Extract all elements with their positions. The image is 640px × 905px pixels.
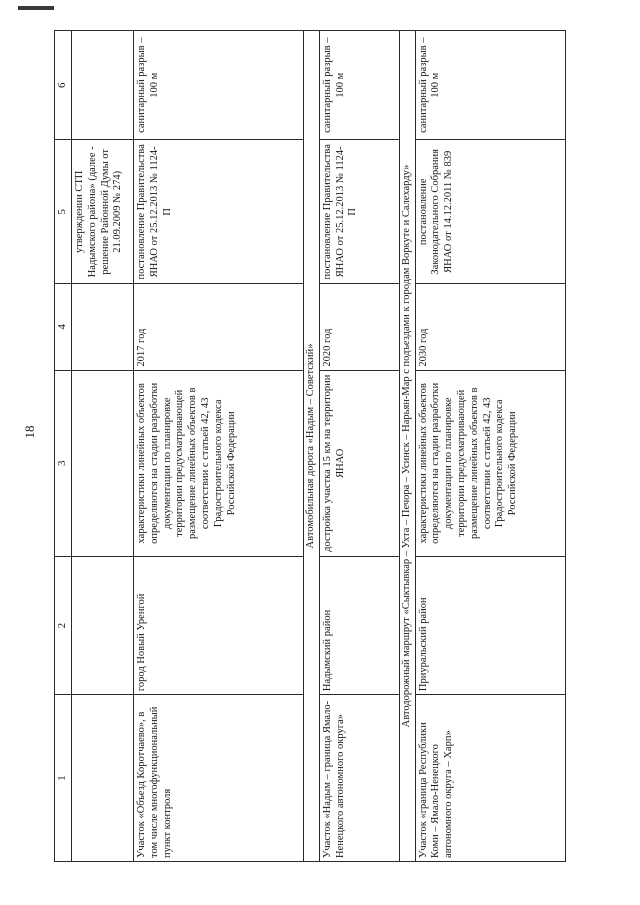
row1-object: Участок «Объезд Коротчаево», в том числе многофункциональный пункт контроля — [134, 695, 304, 862]
header-cell-5: 5 — [55, 140, 72, 284]
table-row — [415, 31, 565, 862]
row0-zone — [72, 31, 134, 140]
page-number: 18 — [22, 425, 37, 439]
section-title-syktyvkar-route: Автодорожный маршрут «Сыктывкар – Ухта – Печора – Усинск – Нарьян-Мар с подъездами к городам Воркуте и Салехарду» — [399, 31, 415, 862]
row0-location — [72, 557, 134, 695]
row2-basis: постановление Правительства ЯНАО от 25.12.2013 № 1124-П — [319, 140, 399, 284]
section-title-nadym-sovetsky: Автомобильная дорога «Надым – Советский» — [304, 31, 320, 862]
row2-object: Участок «Надым – граница Ямало-Ненецкого автономного округа» — [319, 695, 399, 862]
row3-year: 2030 год — [415, 284, 565, 370]
row3-object: Участок «граница Республики Коми – Ямало-Ненецкого автономного округа – Харп» — [415, 695, 565, 862]
row0-year — [72, 284, 134, 370]
row2-location: Надымский район — [319, 557, 399, 695]
row1-year: 2017 год — [134, 284, 304, 370]
page-corner-mark — [18, 6, 54, 10]
row3-location: Приуральский район — [415, 557, 565, 695]
row1-characteristics: характеристики линейных объектов определяются на стадии разработки документации по планировке территории предусматривающей размещение линейных объектов в соответствии с статьей 42, 43 Градостроительного кодекса Российской Федерации — [134, 370, 304, 556]
header-row — [55, 31, 72, 862]
row2-characteristics: достройка участка 15 км на территории ЯНАО — [319, 370, 399, 556]
row1-location: город Новый Уренгой — [134, 557, 304, 695]
header-cell-6: 6 — [55, 31, 72, 140]
header-cell-2: 2 — [55, 557, 72, 695]
row2-zone: санитарный разрыв – 100 м — [319, 31, 399, 140]
row0-object — [72, 695, 134, 862]
table-row — [72, 31, 134, 862]
row1-basis: постановление Правительства ЯНАО от 25.12.2013 № 1124-П — [134, 140, 304, 284]
rotated-table-container — [54, 30, 554, 862]
row0-characteristics — [72, 370, 134, 556]
planning-table — [54, 30, 566, 862]
row3-characteristics: характеристики линейных объектов определяются на стадии разработки документации по планировке территории предусматривающей размещение линейных объектов в соответствии с статьей 42, 43 Градостроительного кодекса Российской Федерации — [415, 370, 565, 556]
section-row — [399, 31, 415, 862]
table-row — [319, 31, 399, 862]
table-row — [134, 31, 304, 862]
header-cell-1: 1 — [55, 695, 72, 862]
section-row — [304, 31, 320, 862]
header-cell-3: 3 — [55, 370, 72, 556]
row0-basis: утверждении СТП Надымского района» (далее - решение Районной Думы от 21.09.2009 № 274) — [72, 140, 134, 284]
row3-basis: постановление Законодательного Собрания ЯНАО от 14.12.2011 № 839 — [415, 140, 565, 284]
row1-zone: санитарный разрыв – 100 м — [134, 31, 304, 140]
row2-year: 2020 год — [319, 284, 399, 370]
row3-zone: санитарный разрыв – 100 м — [415, 31, 565, 140]
header-cell-4: 4 — [55, 284, 72, 370]
